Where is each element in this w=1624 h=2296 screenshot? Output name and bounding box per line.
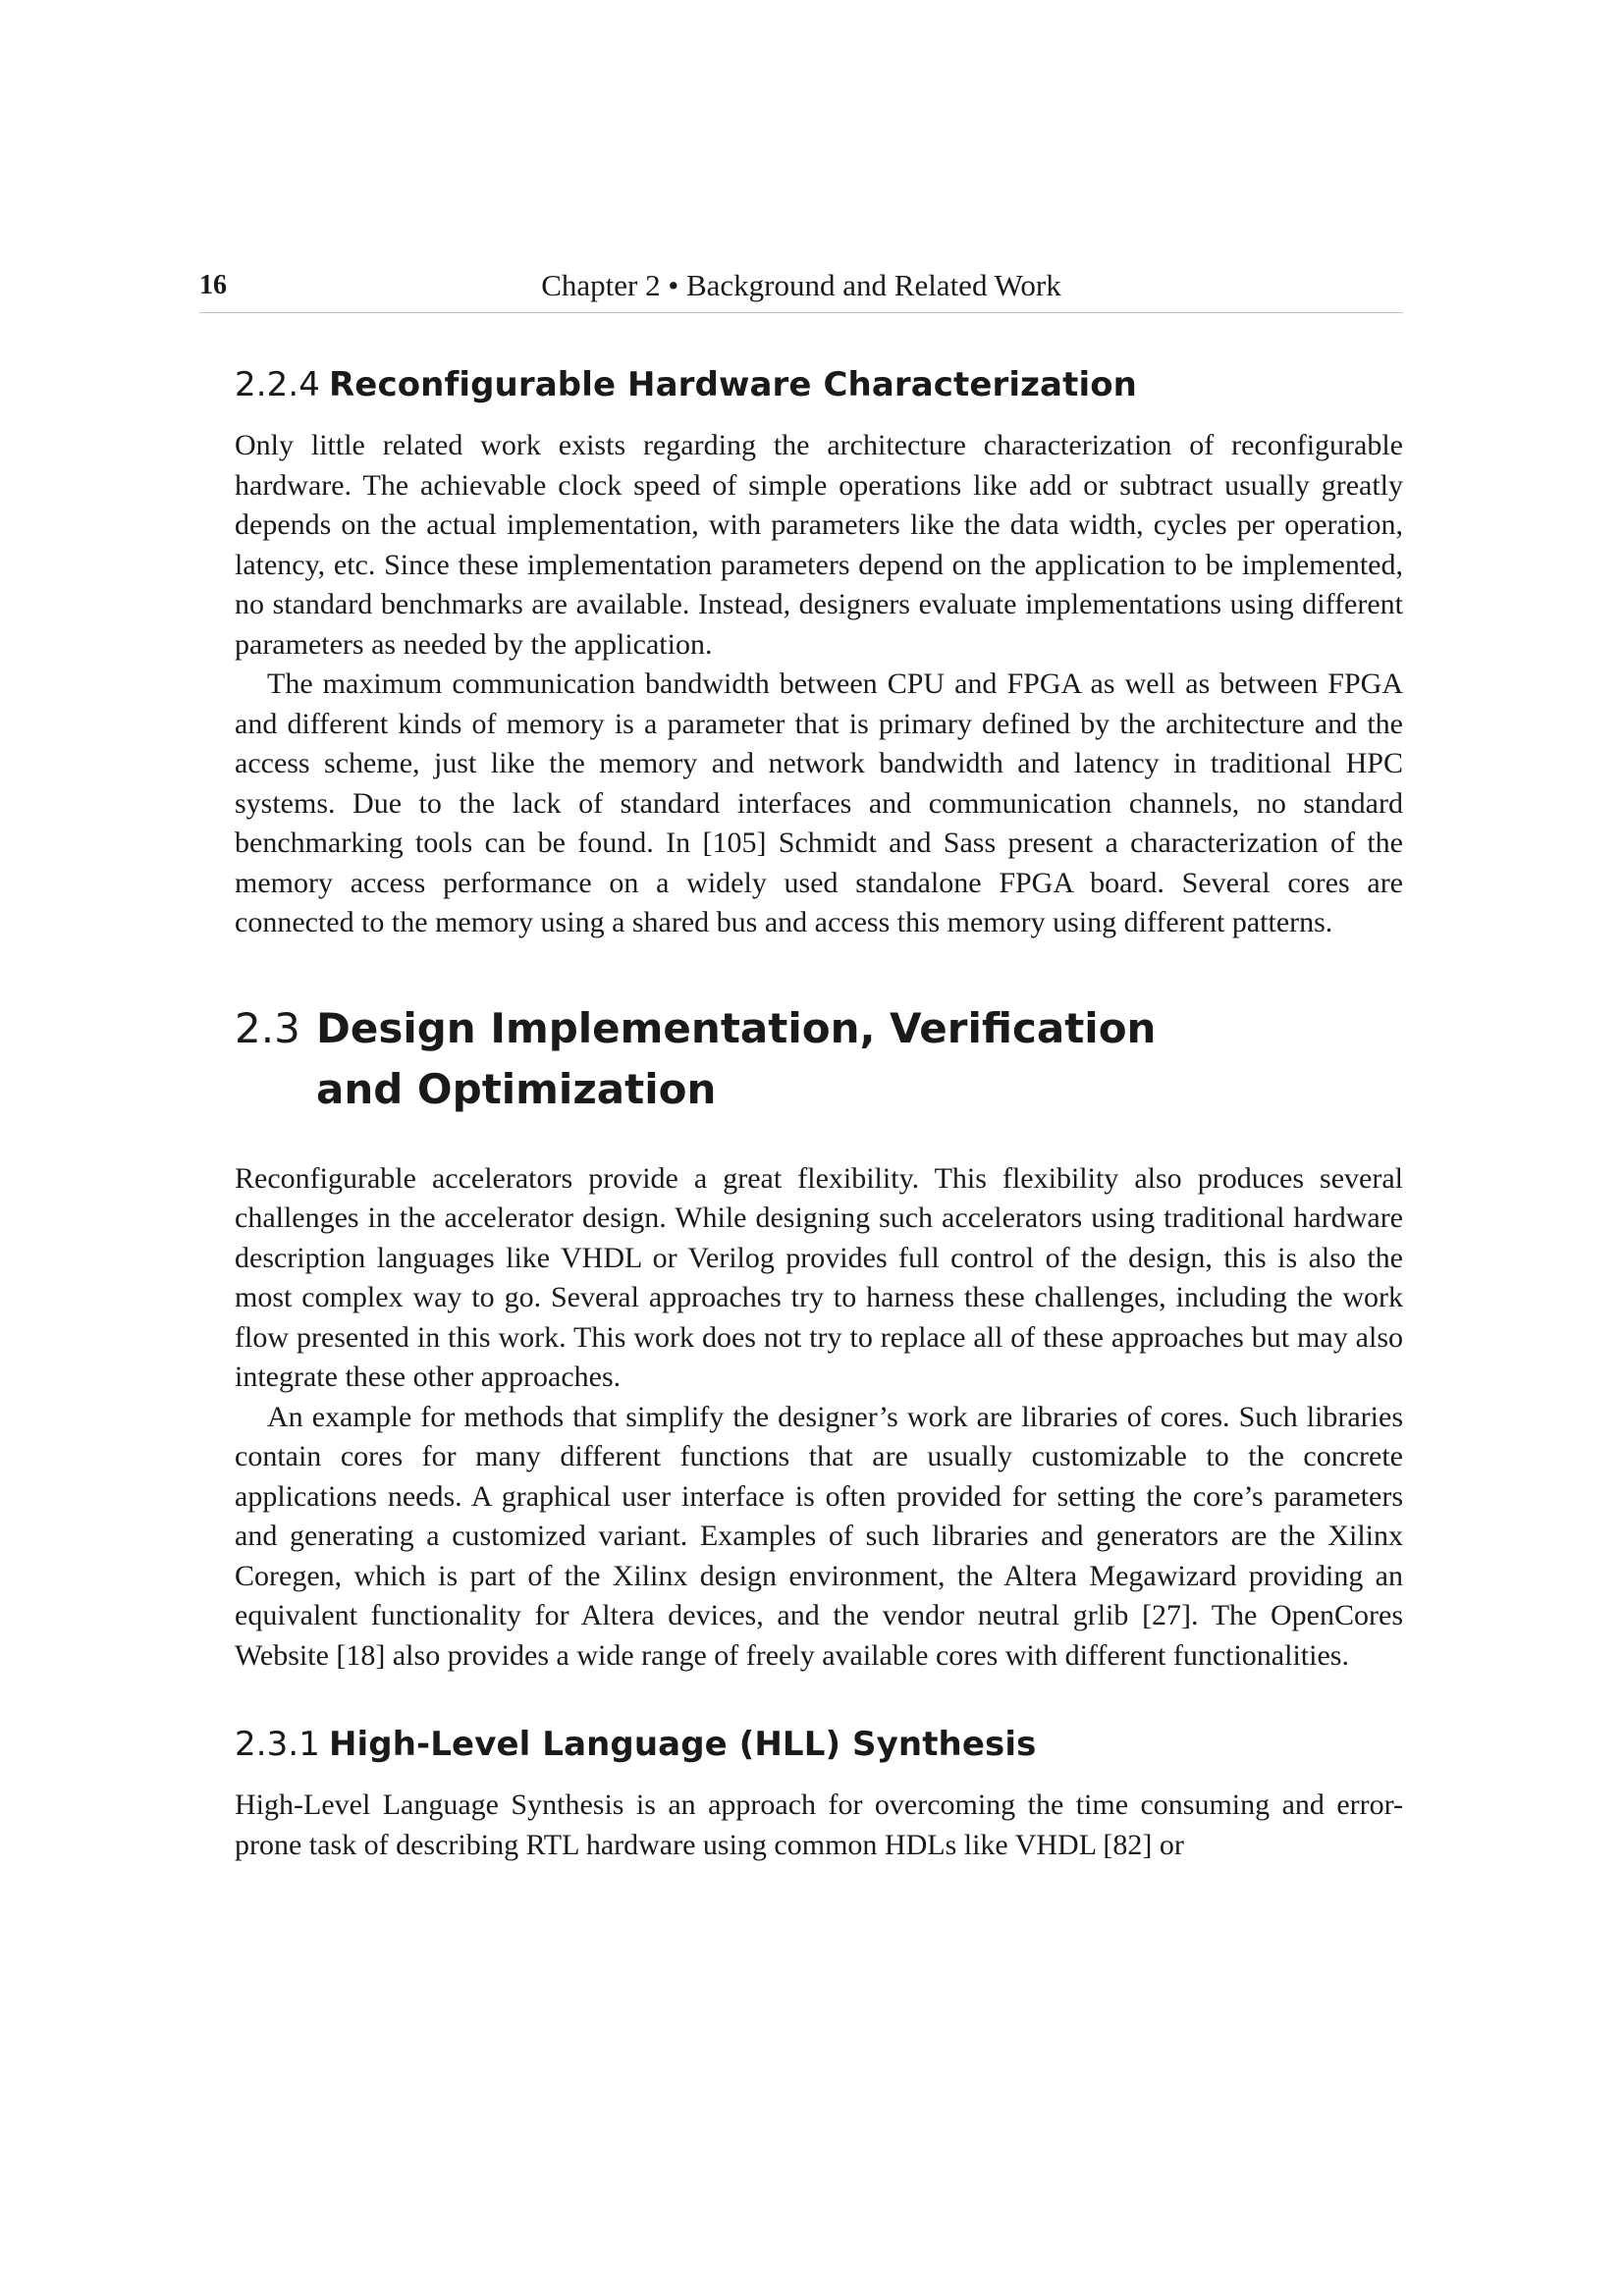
- section-heading-2-3: [235, 998, 1403, 1120]
- running-head: [199, 265, 1403, 313]
- running-title: Chapter 2 • Background and Related Work: [541, 268, 1061, 302]
- paragraph: The maximum communication bandwidth between CPU and FPGA as well as between FPGA and different kinds of memory is a parameter that is primary defined by the architecture and the access scheme, just like the memory and network bandwidth and latency in traditional HPC systems. Due to the lack of standard interfaces and communication channels, no standard benchmarking tools can be found. In [105] Schmidt and Sass present a characterization of the memory access performance on a widely used standalone FPGA board. Several cores are connected to the memory using a shared bus and access this memory using different patterns.: [235, 667, 1403, 938]
- paragraph: Only little related work exists regarding the architecture characterization of reconfigurable hardware. The achievable clock speed of simple operations like add or subtract usually greatly depends on the actual implementation, with parameters like the data width, cycles per operation, latency, etc. Since these implementation parameters depend on the application to be implemented, no standard benchmarks are available. Instead, designers evaluate implementations using different parameters as needed by the application.: [235, 429, 1403, 661]
- paragraph: An example for methods that simplify the designer’s work are libraries of cores. Such libraries contain cores for many different functions that are usually customizable to the concrete applications needs. A graphical user interface is often provided for setting the core’s parameters and generating a customized variant. Examples of such libraries and generators are the Xilinx Coregen, which is part of the Xilinx design environment, the Altera Megawizard providing an equivalent functionality for Altera devices, and the vendor neutral grlib [27]. The OpenCores Website [18] also provides a wide range of freely available cores with different functionalities.: [235, 1400, 1403, 1672]
- subsection-heading-2-3-1: [235, 1723, 1403, 1766]
- subsection-title: High-Level Language (HLL) Synthesis: [329, 1725, 1037, 1764]
- page-number: 16: [199, 270, 227, 300]
- subsection-number: 2.3.1: [235, 1725, 321, 1764]
- paragraph: High-Level Language Synthesis is an approach for overcoming the time consuming and error-prone task of describing RTL hardware using common HDLs like VHDL [82] or: [235, 1789, 1403, 1861]
- section-number: 2.3: [235, 1003, 300, 1052]
- subsection-heading-2-2-4: [235, 363, 1403, 406]
- section-title: Design Implementation, Verification and Optimization: [316, 1003, 1157, 1113]
- page-body: [235, 363, 1403, 1865]
- paragraph: Reconfigurable accelerators provide a great flexibility. This flexibility also produces several challenges in the accelerator design. While designing such accelerators using traditional hardware description languages like VHDL or Verilog provides full control of the design, this is also the most complex way to go. Several approaches try to harness these challenges, including the work flow presented in this work. This work does not try to replace all of these approaches but may also integrate these other approaches.: [235, 1161, 1403, 1393]
- subsection-number: 2.2.4: [235, 365, 321, 404]
- subsection-title: Reconfigurable Hardware Characterization: [329, 365, 1137, 404]
